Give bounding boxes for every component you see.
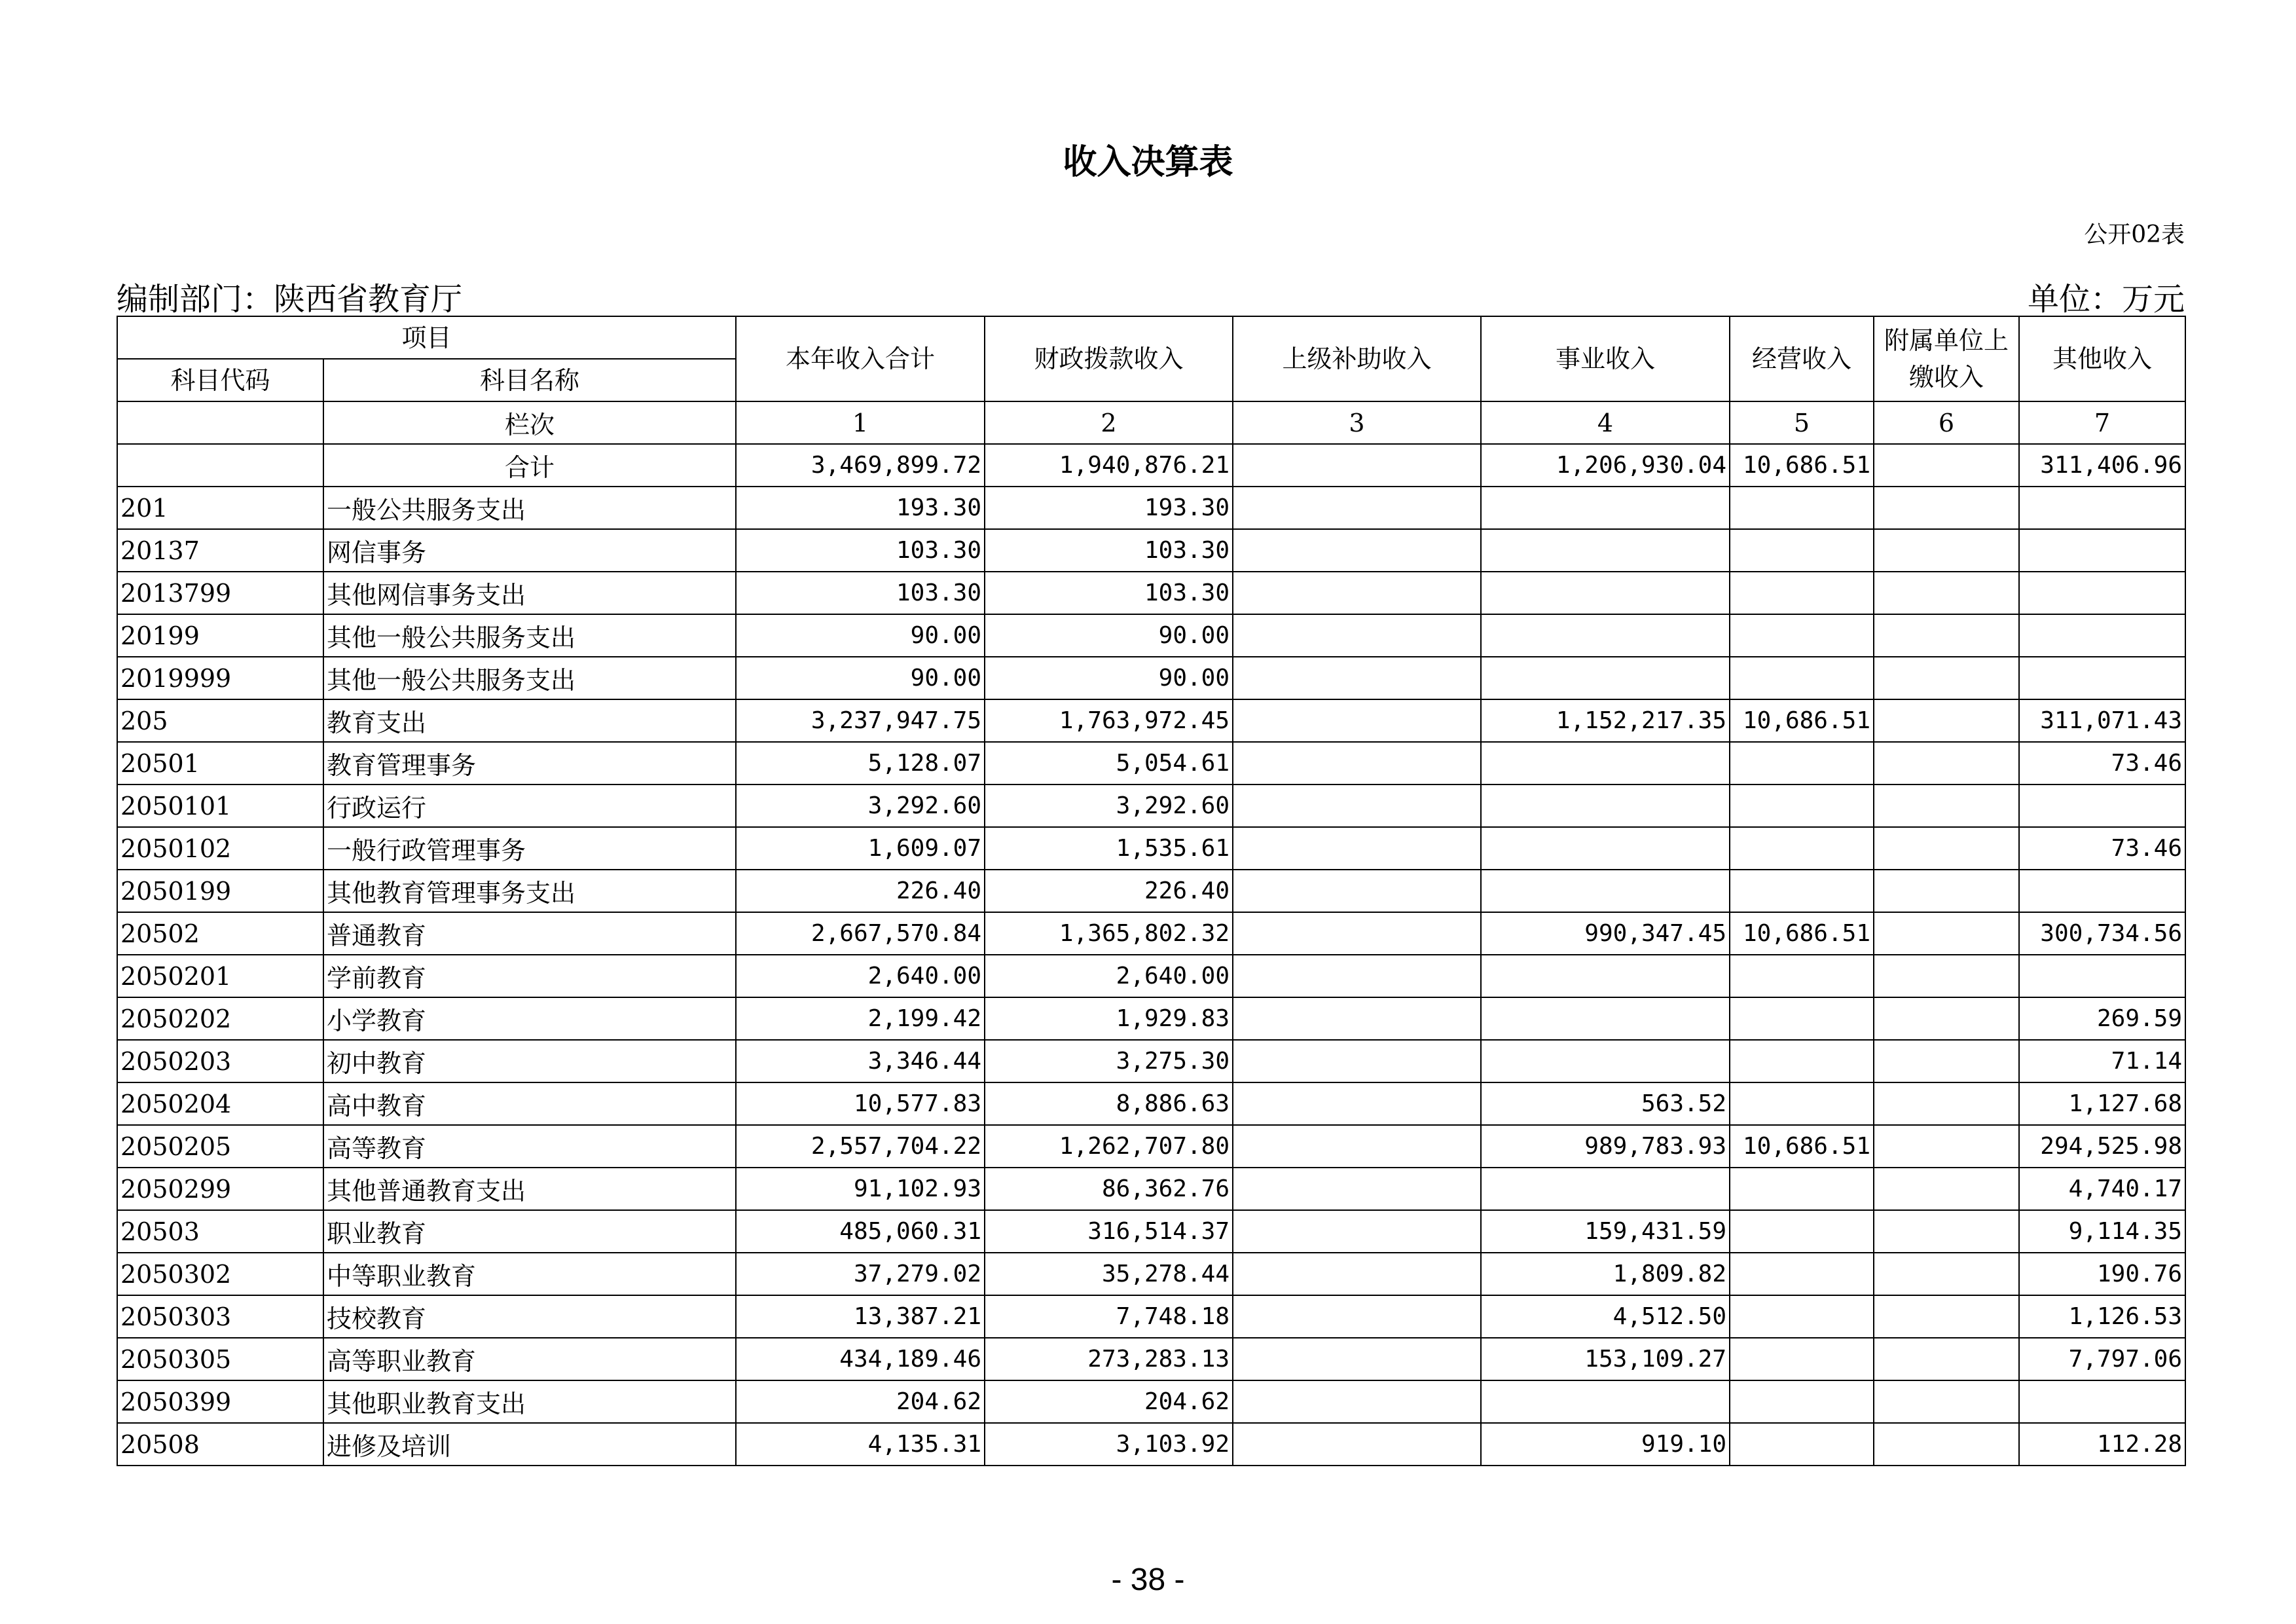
total-income-cell: 3,346.44 <box>736 1040 985 1082</box>
operating-income-cell <box>1730 784 1874 827</box>
fiscal-income-cell: 7,748.18 <box>985 1295 1233 1338</box>
subject-name: 初中教育 <box>323 1040 736 1082</box>
table-row <box>117 614 2185 657</box>
other-income-cell: 4,740.17 <box>2019 1168 2185 1210</box>
other-income-cell: 294,525.98 <box>2019 1125 2185 1168</box>
business-income-cell <box>1481 784 1730 827</box>
affiliated-income-cell <box>1874 912 2019 955</box>
total-income-cell: 4,135.31 <box>736 1423 985 1466</box>
subject-code: 2019999 <box>117 657 323 699</box>
other-income-cell <box>2019 572 2185 614</box>
affiliated-income-cell <box>1874 1380 2019 1423</box>
table-row <box>117 784 2185 827</box>
operating-income-cell: 10,686.51 <box>1730 699 1874 742</box>
subject-name: 其他一般公共服务支出 <box>323 657 736 699</box>
column-number: 3 <box>1233 401 1481 444</box>
superior-income-cell <box>1233 997 1481 1040</box>
table-row <box>117 955 2185 997</box>
fiscal-income-cell: 3,275.30 <box>985 1040 1233 1082</box>
business-income-cell: 4,512.50 <box>1481 1295 1730 1338</box>
business-income-cell <box>1481 827 1730 870</box>
affiliated-income-cell <box>1874 827 2019 870</box>
header-name: 科目名称 <box>323 359 736 401</box>
header-total: 本年收入合计 <box>736 316 985 401</box>
business-income-cell <box>1481 870 1730 912</box>
affiliated-income-cell <box>1874 1253 2019 1295</box>
subject-code: 20503 <box>117 1210 323 1253</box>
superior-income-cell <box>1233 1338 1481 1380</box>
subject-name: 其他职业教育支出 <box>323 1380 736 1423</box>
other-income-cell: 73.46 <box>2019 742 2185 784</box>
total-income-cell: 37,279.02 <box>736 1253 985 1295</box>
superior-income-cell <box>1233 444 1481 487</box>
operating-income-cell <box>1730 827 1874 870</box>
business-income-cell <box>1481 997 1730 1040</box>
superior-income-cell <box>1233 784 1481 827</box>
fiscal-income-cell: 3,103.92 <box>985 1423 1233 1466</box>
other-income-cell: 1,126.53 <box>2019 1295 2185 1338</box>
business-income-cell <box>1481 1040 1730 1082</box>
subject-code: 2050203 <box>117 1040 323 1082</box>
subject-name: 教育支出 <box>323 699 736 742</box>
header-operating: 经营收入 <box>1730 316 1874 401</box>
business-income-cell: 563.52 <box>1481 1082 1730 1125</box>
subject-code: 20137 <box>117 529 323 572</box>
table-row <box>117 827 2185 870</box>
subject-code: 2013799 <box>117 572 323 614</box>
other-income-cell: 71.14 <box>2019 1040 2185 1082</box>
subject-name: 职业教育 <box>323 1210 736 1253</box>
column-number: 7 <box>2019 401 2185 444</box>
superior-income-cell <box>1233 572 1481 614</box>
affiliated-income-cell <box>1874 742 2019 784</box>
other-income-cell: 7,797.06 <box>2019 1338 2185 1380</box>
subject-code: 2050102 <box>117 827 323 870</box>
subject-code: 2050205 <box>117 1125 323 1168</box>
superior-income-cell <box>1233 1040 1481 1082</box>
table-row <box>117 699 2185 742</box>
total-income-cell: 1,609.07 <box>736 827 985 870</box>
business-income-cell <box>1481 742 1730 784</box>
table-row <box>117 742 2185 784</box>
unit-label: 单位：万元 <box>2027 281 2185 318</box>
superior-income-cell <box>1233 1210 1481 1253</box>
column-number: 5 <box>1730 401 1874 444</box>
subject-code: 205 <box>117 699 323 742</box>
table-row <box>117 444 2185 487</box>
business-income-cell: 1,809.82 <box>1481 1253 1730 1295</box>
table-row <box>117 657 2185 699</box>
header-fiscal: 财政拨款收入 <box>985 316 1233 401</box>
superior-income-cell <box>1233 1253 1481 1295</box>
table-row <box>117 529 2185 572</box>
subject-name: 中等职业教育 <box>323 1253 736 1295</box>
other-income-cell <box>2019 614 2185 657</box>
fiscal-income-cell: 90.00 <box>985 614 1233 657</box>
table-row <box>117 572 2185 614</box>
business-income-cell <box>1481 529 1730 572</box>
other-income-cell <box>2019 487 2185 529</box>
other-income-cell: 73.46 <box>2019 827 2185 870</box>
subject-name: 高等教育 <box>323 1125 736 1168</box>
business-income-cell: 1,206,930.04 <box>1481 444 1730 487</box>
subject-code: 2050202 <box>117 997 323 1040</box>
business-income-cell: 153,109.27 <box>1481 1338 1730 1380</box>
table-row <box>117 487 2185 529</box>
operating-income-cell <box>1730 1338 1874 1380</box>
table-row <box>117 870 2185 912</box>
total-income-cell: 2,199.42 <box>736 997 985 1040</box>
table-body <box>117 444 2185 1466</box>
affiliated-income-cell <box>1874 1210 2019 1253</box>
affiliated-income-cell <box>1874 529 2019 572</box>
total-income-cell: 103.30 <box>736 572 985 614</box>
other-income-cell: 1,127.68 <box>2019 1082 2185 1125</box>
superior-income-cell <box>1233 1168 1481 1210</box>
total-income-cell: 3,469,899.72 <box>736 444 985 487</box>
subject-name: 高中教育 <box>323 1082 736 1125</box>
other-income-cell: 190.76 <box>2019 1253 2185 1295</box>
subject-code: 2050201 <box>117 955 323 997</box>
total-income-cell: 90.00 <box>736 657 985 699</box>
fiscal-income-cell: 204.62 <box>985 1380 1233 1423</box>
affiliated-income-cell <box>1874 784 2019 827</box>
affiliated-income-cell <box>1874 1040 2019 1082</box>
affiliated-income-cell <box>1874 1168 2019 1210</box>
column-number: 6 <box>1874 401 2019 444</box>
subject-name: 教育管理事务 <box>323 742 736 784</box>
operating-income-cell <box>1730 955 1874 997</box>
other-income-cell <box>2019 1380 2185 1423</box>
other-income-cell: 311,406.96 <box>2019 444 2185 487</box>
superior-income-cell <box>1233 1125 1481 1168</box>
fiscal-income-cell: 226.40 <box>985 870 1233 912</box>
subject-name: 网信事务 <box>323 529 736 572</box>
table-row <box>117 1210 2185 1253</box>
operating-income-cell <box>1730 657 1874 699</box>
operating-income-cell <box>1730 1168 1874 1210</box>
fiscal-income-cell: 2,640.00 <box>985 955 1233 997</box>
superior-income-cell <box>1233 1423 1481 1466</box>
header-row-1 <box>117 316 2185 359</box>
subject-name: 进修及培训 <box>323 1423 736 1466</box>
superior-income-cell <box>1233 955 1481 997</box>
operating-income-cell <box>1730 1210 1874 1253</box>
business-income-cell <box>1481 487 1730 529</box>
column-number-blank <box>117 401 323 444</box>
business-income-cell <box>1481 657 1730 699</box>
superior-income-cell <box>1233 657 1481 699</box>
column-number: 2 <box>985 401 1233 444</box>
total-income-cell: 103.30 <box>736 529 985 572</box>
fiscal-income-cell: 35,278.44 <box>985 1253 1233 1295</box>
column-number-row <box>117 401 2185 444</box>
superior-income-cell <box>1233 699 1481 742</box>
total-income-cell: 204.62 <box>736 1380 985 1423</box>
subject-code <box>117 444 323 487</box>
subject-name: 合计 <box>323 444 736 487</box>
form-number: 公开02表 <box>2084 221 2185 248</box>
table-row <box>117 1082 2185 1125</box>
business-income-cell <box>1481 614 1730 657</box>
affiliated-income-cell <box>1874 444 2019 487</box>
other-income-cell <box>2019 955 2185 997</box>
operating-income-cell: 10,686.51 <box>1730 912 1874 955</box>
page-number: - 38 - <box>1111 1562 1185 1597</box>
fiscal-income-cell: 1,365,802.32 <box>985 912 1233 955</box>
business-income-cell: 1,152,217.35 <box>1481 699 1730 742</box>
operating-income-cell <box>1730 1082 1874 1125</box>
other-income-cell <box>2019 529 2185 572</box>
affiliated-income-cell <box>1874 955 2019 997</box>
superior-income-cell <box>1233 870 1481 912</box>
operating-income-cell <box>1730 1295 1874 1338</box>
affiliated-income-cell <box>1874 1423 2019 1466</box>
column-number: 4 <box>1481 401 1730 444</box>
column-number: 1 <box>736 401 985 444</box>
subject-name: 其他网信事务支出 <box>323 572 736 614</box>
operating-income-cell <box>1730 1040 1874 1082</box>
header-item: 项目 <box>117 316 736 359</box>
other-income-cell: 311,071.43 <box>2019 699 2185 742</box>
subject-code: 2050399 <box>117 1380 323 1423</box>
other-income-cell <box>2019 657 2185 699</box>
total-income-cell: 10,577.83 <box>736 1082 985 1125</box>
subject-code: 2050302 <box>117 1253 323 1295</box>
operating-income-cell: 10,686.51 <box>1730 444 1874 487</box>
fiscal-income-cell: 1,929.83 <box>985 997 1233 1040</box>
subject-code: 2050303 <box>117 1295 323 1338</box>
operating-income-cell <box>1730 1380 1874 1423</box>
table-row <box>117 1168 2185 1210</box>
table-row <box>117 1423 2185 1466</box>
fiscal-income-cell: 1,940,876.21 <box>985 444 1233 487</box>
other-income-cell: 300,734.56 <box>2019 912 2185 955</box>
column-label: 栏次 <box>323 401 736 444</box>
total-income-cell: 3,292.60 <box>736 784 985 827</box>
affiliated-income-cell <box>1874 657 2019 699</box>
subject-code: 20502 <box>117 912 323 955</box>
subject-code: 20199 <box>117 614 323 657</box>
superior-income-cell <box>1233 827 1481 870</box>
income-table <box>117 316 2186 1466</box>
superior-income-cell <box>1233 529 1481 572</box>
business-income-cell <box>1481 1168 1730 1210</box>
superior-income-cell <box>1233 487 1481 529</box>
subject-name: 行政运行 <box>323 784 736 827</box>
business-income-cell <box>1481 955 1730 997</box>
other-income-cell: 9,114.35 <box>2019 1210 2185 1253</box>
superior-income-cell <box>1233 912 1481 955</box>
total-income-cell: 485,060.31 <box>736 1210 985 1253</box>
department-label: 编制部门：陕西省教育厅 <box>117 281 463 318</box>
superior-income-cell <box>1233 1082 1481 1125</box>
table-row <box>117 1253 2185 1295</box>
business-income-cell <box>1481 572 1730 614</box>
affiliated-income-cell <box>1874 1125 2019 1168</box>
subject-name: 学前教育 <box>323 955 736 997</box>
affiliated-income-cell <box>1874 699 2019 742</box>
total-income-cell: 2,640.00 <box>736 955 985 997</box>
table-row <box>117 997 2185 1040</box>
other-income-cell <box>2019 784 2185 827</box>
operating-income-cell: 10,686.51 <box>1730 1125 1874 1168</box>
subject-name: 其他教育管理事务支出 <box>323 870 736 912</box>
subject-name: 其他一般公共服务支出 <box>323 614 736 657</box>
subject-name: 高等职业教育 <box>323 1338 736 1380</box>
affiliated-income-cell <box>1874 870 2019 912</box>
fiscal-income-cell: 1,535.61 <box>985 827 1233 870</box>
affiliated-income-cell <box>1874 1338 2019 1380</box>
other-income-cell: 269.59 <box>2019 997 2185 1040</box>
operating-income-cell <box>1730 529 1874 572</box>
header-affiliated <box>1874 316 2019 401</box>
fiscal-income-cell: 316,514.37 <box>985 1210 1233 1253</box>
subject-name: 技校教育 <box>323 1295 736 1338</box>
total-income-cell: 90.00 <box>736 614 985 657</box>
subject-code: 20508 <box>117 1423 323 1466</box>
operating-income-cell <box>1730 1423 1874 1466</box>
fiscal-income-cell: 90.00 <box>985 657 1233 699</box>
business-income-cell: 919.10 <box>1481 1423 1730 1466</box>
total-income-cell: 226.40 <box>736 870 985 912</box>
fiscal-income-cell: 86,362.76 <box>985 1168 1233 1210</box>
operating-income-cell <box>1730 614 1874 657</box>
total-income-cell: 2,667,570.84 <box>736 912 985 955</box>
subject-code: 2050299 <box>117 1168 323 1210</box>
affiliated-income-cell <box>1874 572 2019 614</box>
header-code: 科目代码 <box>117 359 323 401</box>
other-income-cell <box>2019 870 2185 912</box>
total-income-cell: 5,128.07 <box>736 742 985 784</box>
total-income-cell: 91,102.93 <box>736 1168 985 1210</box>
superior-income-cell <box>1233 1380 1481 1423</box>
affiliated-income-cell <box>1874 1082 2019 1125</box>
subject-code: 201 <box>117 487 323 529</box>
business-income-cell: 990,347.45 <box>1481 912 1730 955</box>
header-other: 其他收入 <box>2019 316 2185 401</box>
subject-code: 2050305 <box>117 1338 323 1380</box>
fiscal-income-cell: 1,763,972.45 <box>985 699 1233 742</box>
operating-income-cell <box>1730 487 1874 529</box>
fiscal-income-cell: 103.30 <box>985 529 1233 572</box>
subject-name: 小学教育 <box>323 997 736 1040</box>
total-income-cell: 13,387.21 <box>736 1295 985 1338</box>
subject-code: 2050101 <box>117 784 323 827</box>
operating-income-cell <box>1730 997 1874 1040</box>
total-income-cell: 2,557,704.22 <box>736 1125 985 1168</box>
page-title: 收入决算表 <box>1063 143 1233 182</box>
operating-income-cell <box>1730 742 1874 784</box>
superior-income-cell <box>1233 1295 1481 1338</box>
subject-name: 一般公共服务支出 <box>323 487 736 529</box>
operating-income-cell <box>1730 870 1874 912</box>
business-income-cell: 159,431.59 <box>1481 1210 1730 1253</box>
affiliated-income-cell <box>1874 614 2019 657</box>
subject-name: 普通教育 <box>323 912 736 955</box>
fiscal-income-cell: 8,886.63 <box>985 1082 1233 1125</box>
total-income-cell: 434,189.46 <box>736 1338 985 1380</box>
table-row <box>117 1380 2185 1423</box>
fiscal-income-cell: 1,262,707.80 <box>985 1125 1233 1168</box>
fiscal-income-cell: 3,292.60 <box>985 784 1233 827</box>
superior-income-cell <box>1233 614 1481 657</box>
affiliated-income-cell <box>1874 1295 2019 1338</box>
fiscal-income-cell: 273,283.13 <box>985 1338 1233 1380</box>
fiscal-income-cell: 5,054.61 <box>985 742 1233 784</box>
subject-code: 20501 <box>117 742 323 784</box>
operating-income-cell <box>1730 1253 1874 1295</box>
table-row <box>117 1295 2185 1338</box>
subject-name: 其他普通教育支出 <box>323 1168 736 1210</box>
header-business: 事业收入 <box>1481 316 1730 401</box>
header-superior: 上级补助收入 <box>1233 316 1481 401</box>
table-row <box>117 1338 2185 1380</box>
table-row <box>117 1040 2185 1082</box>
subject-code: 2050199 <box>117 870 323 912</box>
header-affiliated-label: 附属单位上缴收入 <box>1884 326 2009 392</box>
business-income-cell: 989,783.93 <box>1481 1125 1730 1168</box>
fiscal-income-cell: 193.30 <box>985 487 1233 529</box>
fiscal-income-cell: 103.30 <box>985 572 1233 614</box>
affiliated-income-cell <box>1874 487 2019 529</box>
business-income-cell <box>1481 1380 1730 1423</box>
superior-income-cell <box>1233 742 1481 784</box>
table-row <box>117 1125 2185 1168</box>
other-income-cell: 112.28 <box>2019 1423 2185 1466</box>
total-income-cell: 3,237,947.75 <box>736 699 985 742</box>
subject-code: 2050204 <box>117 1082 323 1125</box>
total-income-cell: 193.30 <box>736 487 985 529</box>
table-row <box>117 912 2185 955</box>
affiliated-income-cell <box>1874 997 2019 1040</box>
subject-name: 一般行政管理事务 <box>323 827 736 870</box>
operating-income-cell <box>1730 572 1874 614</box>
